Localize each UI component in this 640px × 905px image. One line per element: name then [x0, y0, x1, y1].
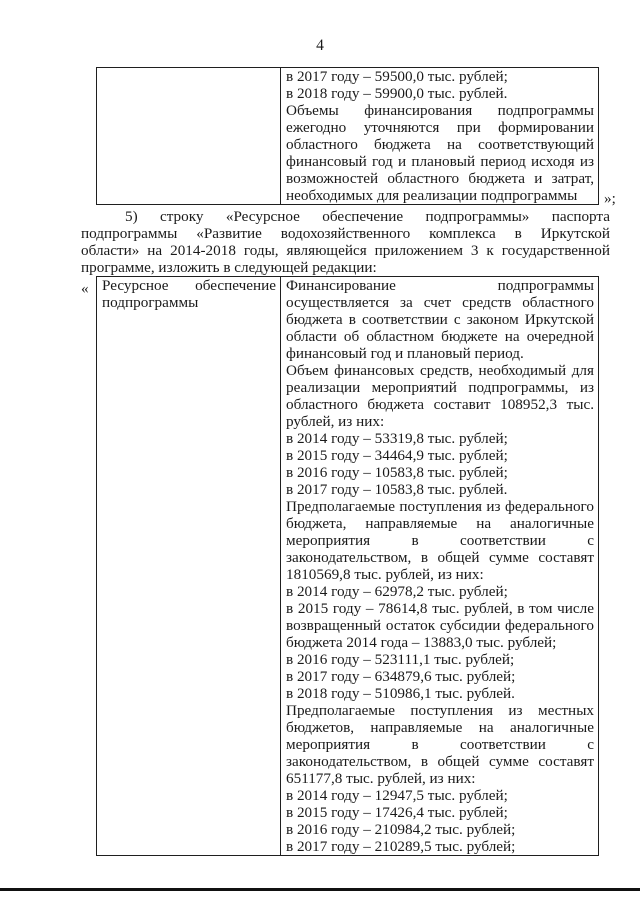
top-left-cell	[97, 68, 281, 205]
paragraph-line: области» на 2014-2018 годы, являющейся приложением 3 к государственной	[81, 242, 610, 259]
resource-label: Ресурсное обеспечение подпрограммы	[102, 277, 276, 311]
text-line: в 2016 году – 10583,8 тыс. рублей;	[286, 464, 508, 481]
text-line: в 2015 году – 17426,4 тыс. рублей;	[286, 804, 508, 821]
text-line: осуществляется за счет средств областного	[286, 294, 594, 311]
top-continued-table	[96, 67, 599, 205]
text-line: Предполагаемые поступления из местных	[286, 702, 594, 719]
resource-provision-table	[96, 276, 599, 856]
text-line: мероприятия в соответствии с	[286, 736, 594, 753]
paragraph-line: 5) строку «Ресурсное обеспечение подпрограммы» паспорта	[125, 208, 610, 225]
text-line: Финансирование подпрограммы	[286, 277, 594, 294]
text-line: областного бюджета составит 108952,3 тыс.	[286, 396, 594, 413]
table-row	[97, 68, 599, 205]
text-line: в 2015 году – 34464,9 тыс. рублей;	[286, 447, 508, 464]
text-line: финансовый год и плановый период.	[286, 345, 524, 362]
text-line: 651177,8 тыс. рублей, из них:	[286, 770, 476, 787]
page-bottom-edge	[0, 888, 640, 891]
resource-content-cell	[281, 277, 599, 856]
text-line: возможностей областного бюджета и затрат,	[286, 170, 594, 187]
paragraph-line: программе, изложить в следующей редакции:	[81, 259, 377, 276]
top-right-text	[286, 68, 594, 204]
text-line: законодательством, в общей сумме составят	[286, 753, 594, 770]
text-line: в 2016 году – 523111,1 тыс. рублей;	[286, 651, 515, 668]
text-line: 1810569,8 тыс. рублей, из них:	[286, 566, 484, 583]
text-line: в 2014 году – 53319,8 тыс. рублей;	[286, 430, 508, 447]
text-line: мероприятия в соответствии с	[286, 532, 594, 549]
text-line: Предполагаемые поступления из федерального	[286, 498, 594, 515]
top-right-cell	[281, 68, 599, 205]
text-line: в 2017 году – 210289,5 тыс. рублей;	[286, 838, 516, 855]
text-line: реализации мероприятий подпрограммы, из	[286, 379, 594, 396]
text-line: финансовый год и плановый период исходя из	[286, 153, 594, 170]
text-line: в 2017 году – 634879,6 тыс. рублей;	[286, 668, 516, 685]
text-line: в 2015 году – 78614,8 тыс. рублей, в том числе	[286, 600, 594, 617]
text-line: в 2016 году – 210984,2 тыс. рублей;	[286, 821, 516, 838]
text-line: области об областном бюджете на очередной	[286, 328, 594, 345]
opening-quote: «	[81, 280, 89, 297]
text-line: в 2014 году – 12947,5 тыс. рублей;	[286, 787, 508, 804]
text-line: законодательством, в общей сумме составят	[286, 549, 594, 566]
text-line: в 2017 году – 59500,0 тыс. рублей;	[286, 68, 508, 85]
paragraph-line: подпрограммы «Развитие водохозяйственного комплекса в Иркутской	[81, 225, 610, 242]
text-line: бюджета, направляемые на аналогичные	[286, 515, 594, 532]
resource-content-text	[286, 277, 594, 855]
text-line: в 2018 году – 59900,0 тыс. рублей.	[286, 85, 508, 102]
text-line: ежегодно уточняются при формировании	[286, 119, 594, 136]
text-line: Объем финансовых средств, необходимый для	[286, 362, 594, 379]
text-line: бюджета 2014 года – 13883,0 тыс. рублей;	[286, 634, 557, 651]
text-line: бюджета в соответствии с законом Иркутской	[286, 311, 594, 328]
text-line: Объемы финансирования подпрограммы	[286, 102, 594, 119]
amendment-paragraph	[81, 208, 610, 276]
text-line: в 2017 году – 10583,8 тыс. рублей.	[286, 481, 508, 498]
closing-quote: »;	[604, 190, 616, 207]
table-row	[97, 277, 599, 856]
text-line: областного бюджета на соответствующий	[286, 136, 594, 153]
text-line: бюджетов, направляемые на аналогичные	[286, 719, 594, 736]
text-line: в 2014 году – 62978,2 тыс. рублей;	[286, 583, 508, 600]
page-number: 4	[316, 37, 324, 54]
text-line: в 2018 году – 510986,1 тыс. рублей.	[286, 685, 515, 702]
resource-label-cell	[97, 277, 281, 856]
text-line: возвращенный остаток субсидии федерального	[286, 617, 594, 634]
text-line: рублей, из них:	[286, 413, 385, 430]
text-line: необходимых для реализации подпрограммы	[286, 187, 578, 204]
